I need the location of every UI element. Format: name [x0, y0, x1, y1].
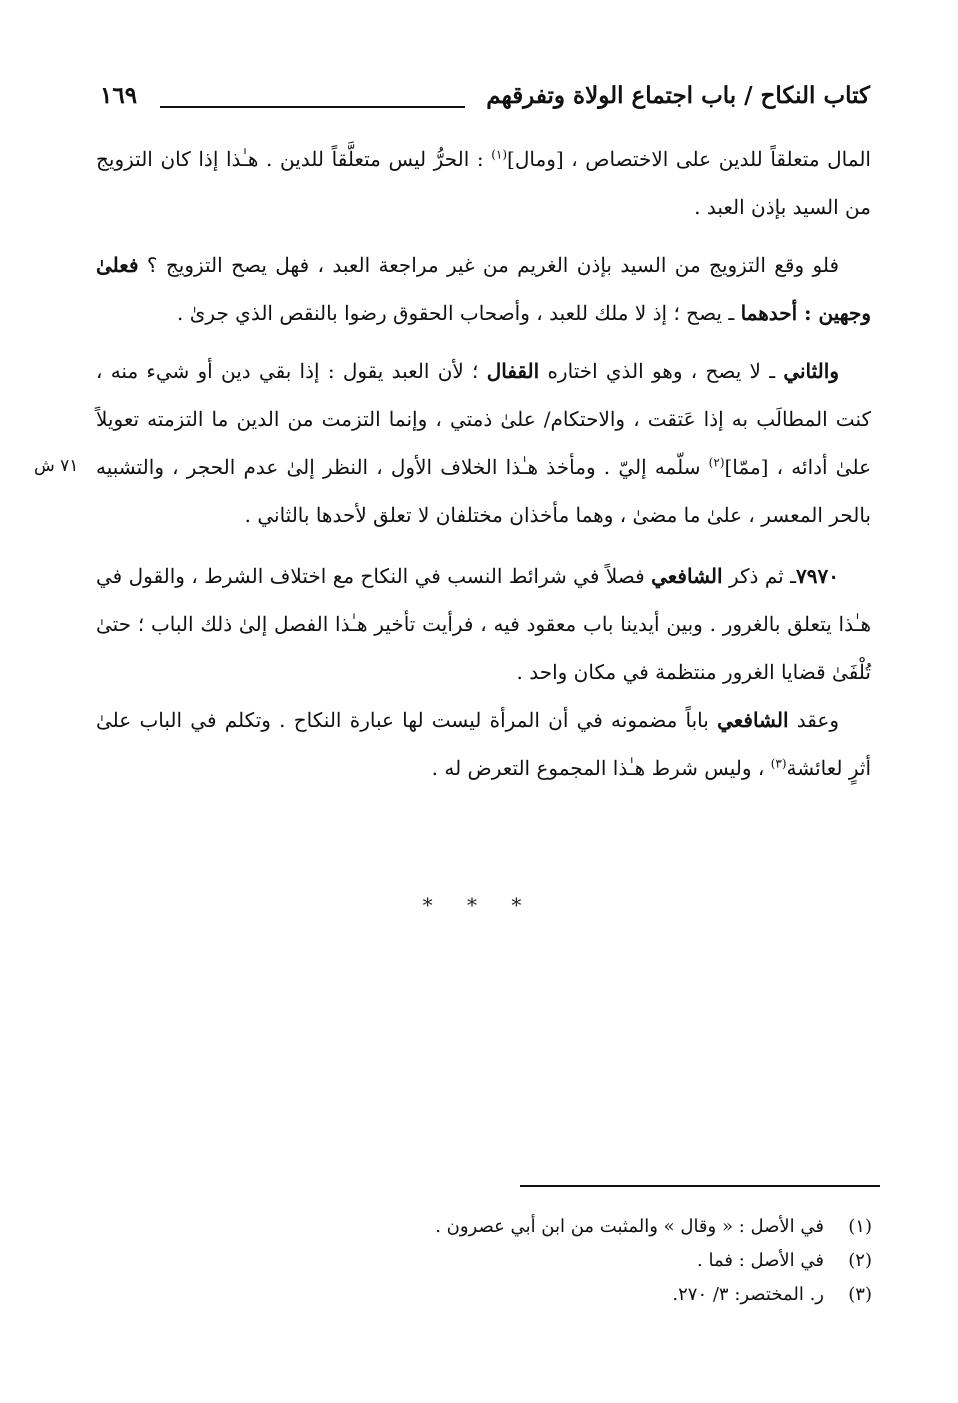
paragraph-gap	[96, 539, 871, 552]
footnote-text: في الأصل : فما .	[697, 1250, 824, 1271]
footnote-text: ر. المختصر: ٣/ ٢٧٠.	[672, 1284, 824, 1305]
margin-note: ٧١ ش	[34, 456, 79, 476]
p4-text-c: فصلاً في شرائط النسب في النكاح مع اختلاف الشرط ، والقول في هـٰذا يتعلق بالغرور . وبين أيدينا باب معقود فيه ، فرأيت تأخير هـٰذا الفصل إلىٰ ذلك الباب ؛ حتىٰ تُلْفَىٰ قضايا الغرور منتظمة في مكان واحد .	[96, 564, 871, 684]
p5-text-d: ، وليس شرط هـٰذا المجموع التعرض له .	[431, 756, 771, 780]
footnote-rule	[520, 1185, 880, 1187]
p5-text-c: باباً مضمونه في أن المرأة ليست لها عبارة النكاح . وتكلم في الباب علىٰ أثرٍ لعائشة	[96, 708, 871, 780]
p1-text-a: المال متعلقاً للدين على الاختصاص ، [ومال]	[507, 147, 871, 171]
section-number: ٧٩٧٠	[796, 564, 839, 588]
running-header	[100, 82, 870, 122]
p3-bold-b: القفال	[486, 359, 540, 383]
p5-text-a: وعقد	[788, 708, 839, 732]
paragraph-3	[96, 347, 871, 539]
p2-text-c: ـ يصح ؛ إذ لا ملك للعبد ، وأصحاب الحقوق رضوا بالنقص الذي جرىٰ .	[177, 301, 741, 325]
footnote-number: (١)	[848, 1216, 872, 1237]
page-number: ١٦٩	[100, 82, 138, 109]
paragraph-1	[96, 135, 871, 231]
footnote-ref-2: (٢)	[708, 455, 725, 470]
p3-text-c: ؛ لأن العبد يقول : إذا بقي دين أو شيء منه ، كنت المطالَب به إذا عَتقت ، والاحتكام/ علىٰ ذمتي ، وإنما التزمت من الدين ما التزمته تعويلاً علىٰ أدائه ، [ممّا]	[96, 359, 871, 479]
p2-text-a: فلو وقع التزويج من السيد بإذن الغريم من غير مراجعة العبد ، فهل يصح التزويج ؟	[138, 253, 839, 277]
p3-bold-a: والثاني	[783, 359, 839, 383]
p2-bold-a: فعلىٰ وجهين : أحدهما	[96, 253, 871, 325]
section-separator: * * *	[422, 893, 536, 917]
p5-bold-a: الشافعي	[717, 708, 789, 732]
footnote-text: في الأصل : « وقال » والمثبت من ابن أبي عصرون .	[435, 1216, 824, 1237]
paragraph-gap	[96, 337, 871, 347]
footnote-1	[372, 1210, 872, 1244]
paragraph-gap	[96, 231, 871, 241]
footnotes	[372, 1210, 872, 1312]
footnote-number: (٢)	[848, 1250, 872, 1271]
paragraph-4	[96, 552, 871, 696]
p1-text-b: : الحرُّ ليس متعلَّقاً للدين . هـٰذا إذا كان التزويج من السيد بإذن العبد .	[96, 147, 871, 219]
paragraph-2	[96, 241, 871, 337]
p3-text-a: ـ لا يصح ، وهو الذي اختاره	[539, 359, 784, 383]
footnote-ref-1: (١)	[491, 147, 508, 162]
footnote-number: (٣)	[848, 1284, 872, 1305]
p3-text-d: سلّمه إليّ . ومأخذ هـٰذا الخلاف الأول ، النظر إلىٰ عدم الحجر ، والتشبيه بالحر المعسر ، علىٰ ما مضىٰ ، وهما مأخذان مختلفان لا تعلق لأحدها بالثاني .	[96, 455, 871, 527]
paragraph-5	[96, 696, 871, 792]
footnote-3	[372, 1278, 872, 1312]
p4-bold-a: الشافعي	[651, 564, 723, 588]
main-text	[96, 135, 871, 792]
footnote-ref-3: (٣)	[770, 756, 787, 771]
header-rule	[160, 106, 465, 108]
footnote-2	[372, 1244, 872, 1278]
p4-text-a: ـ ثم ذكر	[722, 564, 797, 588]
header-title: كتاب النكاح / باب اجتماع الولاة وتفرقهم	[486, 82, 870, 109]
